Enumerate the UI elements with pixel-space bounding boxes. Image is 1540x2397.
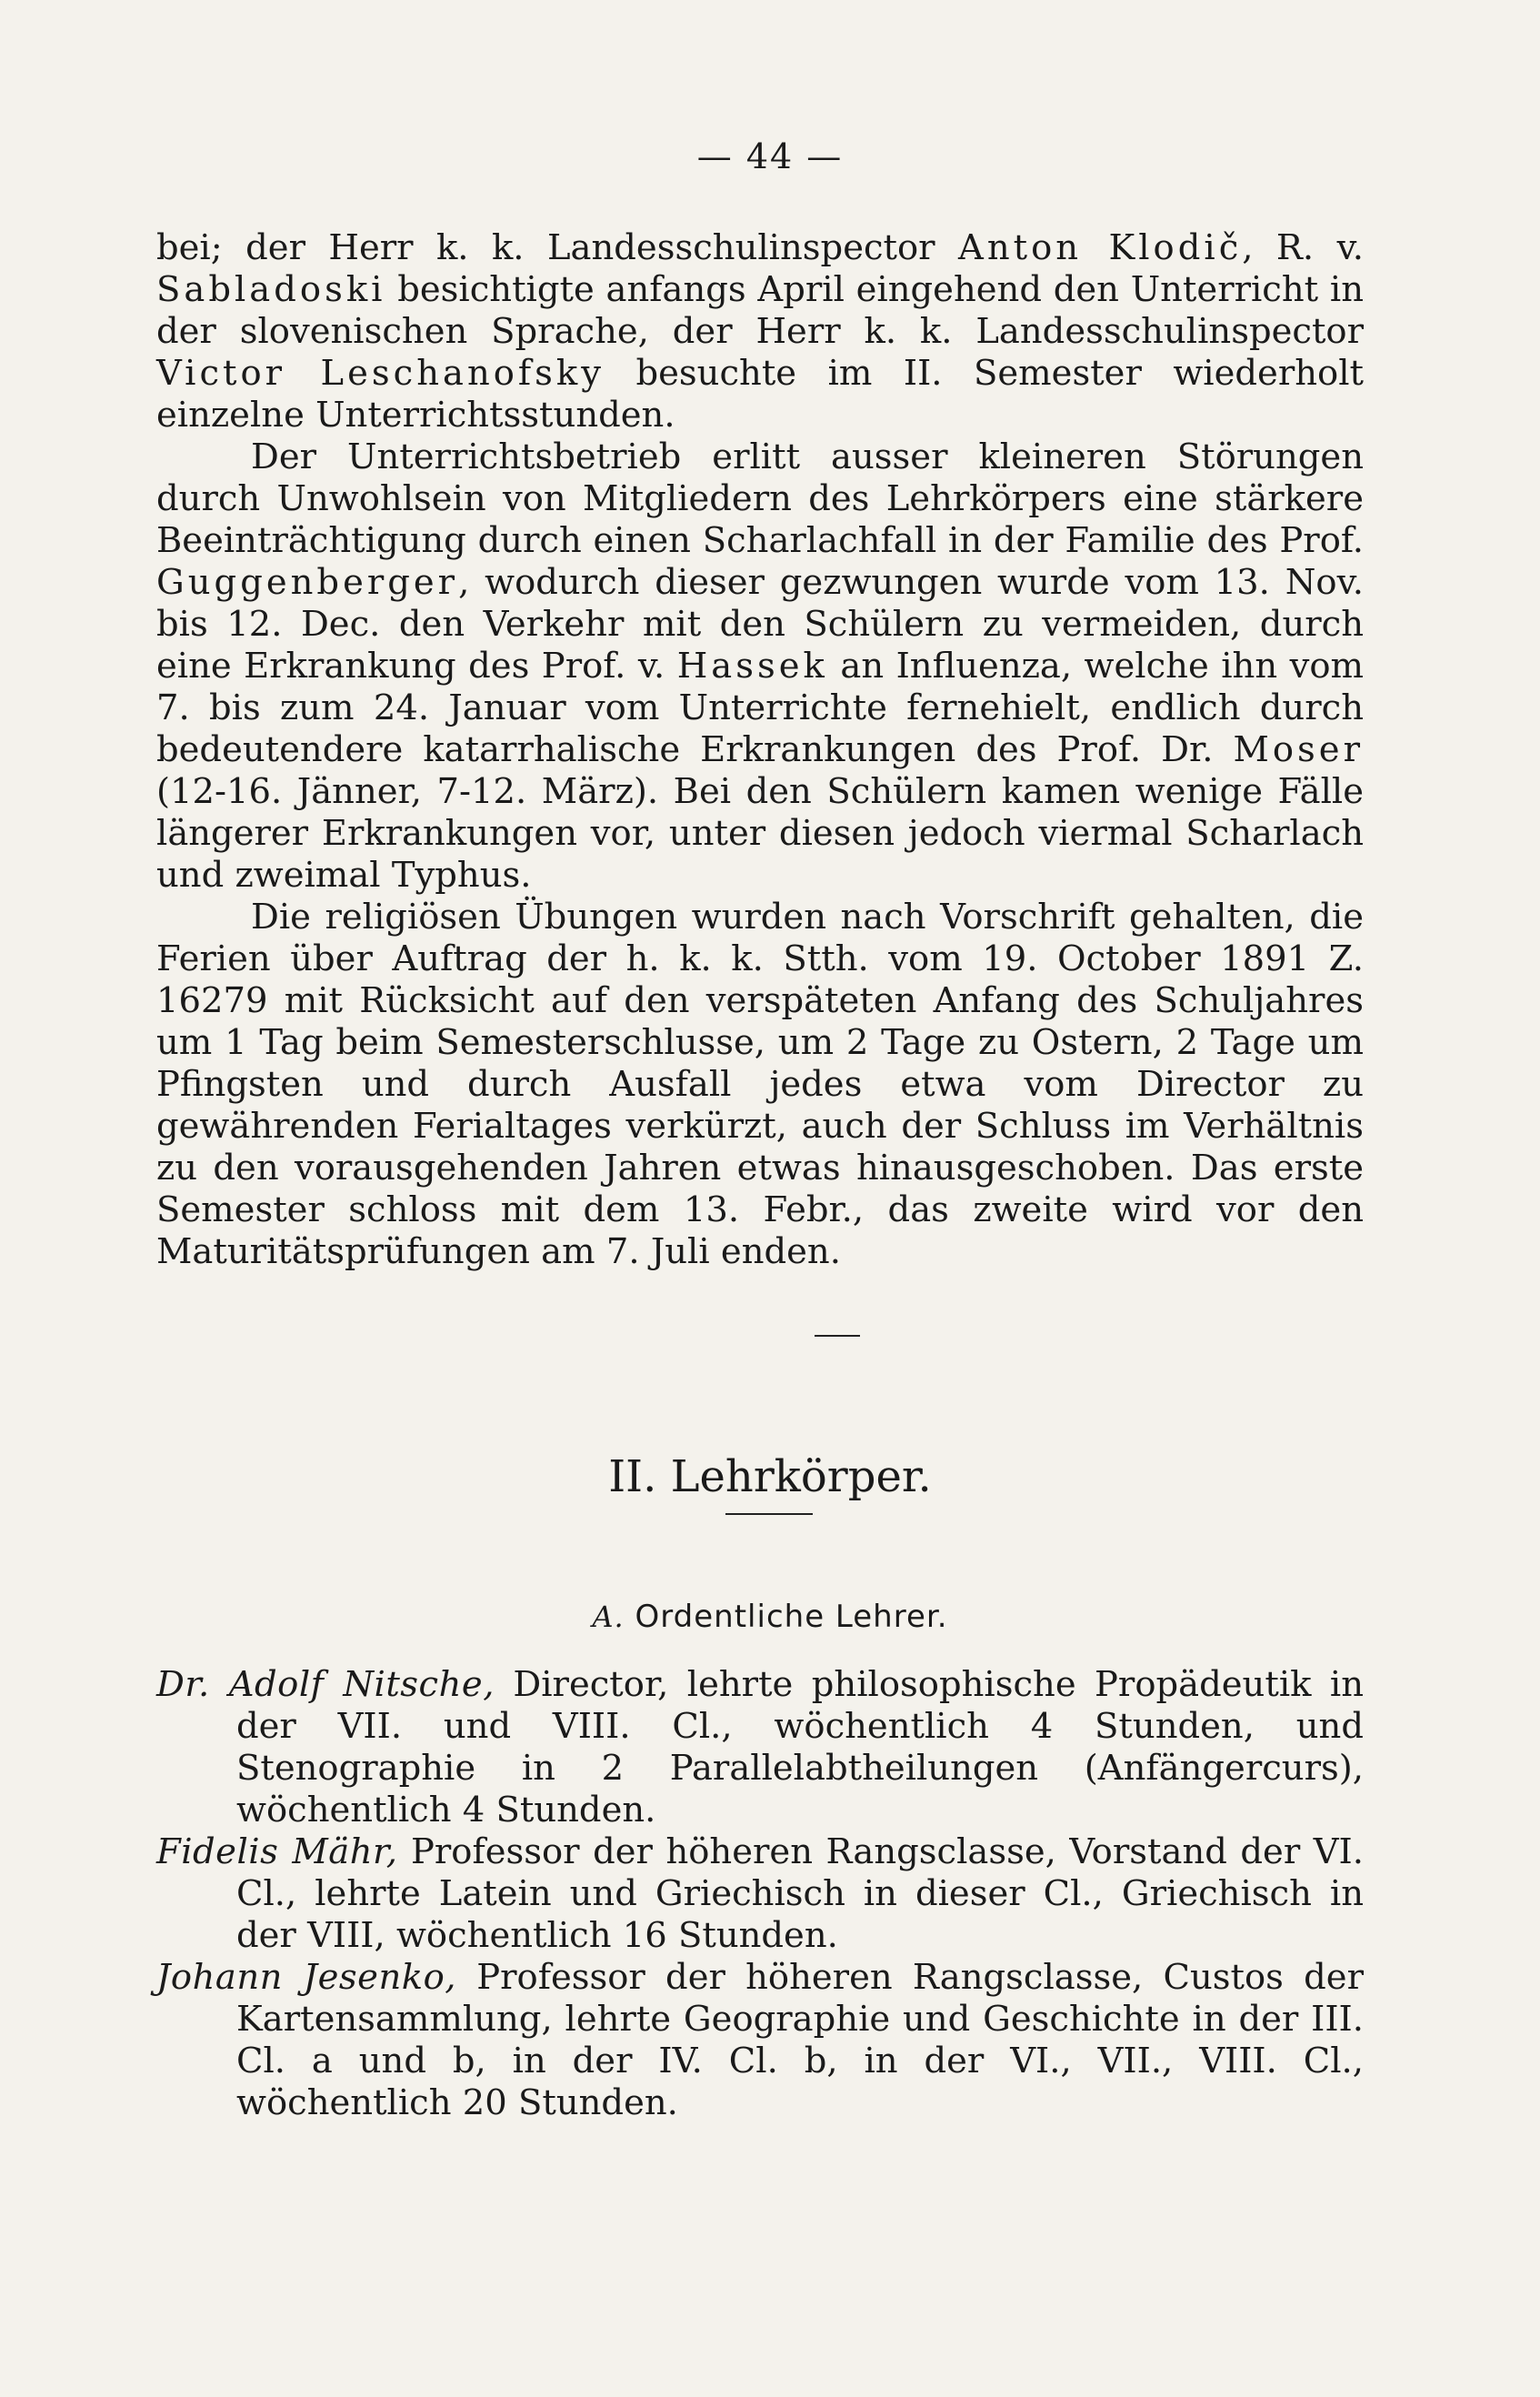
subheading-title: Ordentliche Lehrer. [635, 1599, 948, 1635]
teacher-entry [156, 1957, 1364, 2124]
teacher-list [156, 1664, 1364, 2124]
person-name: Hassek [676, 646, 828, 687]
teacher-entry [156, 1664, 1364, 1831]
person-name: Anton Klodič [958, 227, 1243, 268]
paragraph-religious-exercises: Die religiösen Übungen wurden nach Vorschrift gehalten, die Ferien über Auftrag der h. k. k. Stth. vom 19. October 1891 Z. 16279 mit Rücksicht auf den verspäteten Anfang des Schuljahres um 1 Tag beim Semesterschlusse, um 2 Tage zu Ostern, 2 Tage um Pfingsten und durch Ausfall jedes etwa vom Director zu gewährenden Ferialtages verkürzt, auch der Schluss im Verhältnis zu den vorausgehenden Jahren etwas hinausgeschoben. Das erste Semester schloss mit dem 13. Febr., das zweite wird vor den Maturitätsprüfungen am 7. Juli enden. [156, 897, 1364, 1272]
page-number: — 44 — [696, 136, 844, 176]
teacher-entry [156, 1831, 1364, 1957]
person-name: Sabladoski [156, 269, 386, 310]
body-text [156, 227, 1364, 1273]
heading-rule [725, 1513, 813, 1515]
teacher-name: Johann Jesenko, [156, 1957, 456, 1998]
teacher-description: Professor der höheren Rangsclasse, Vorstand der VI. Cl., lehrte Latein und Griechisch in dieser Cl., Griechisch in der VIII, wöchentlich 16 Stunden. [236, 1831, 1365, 1956]
paragraph-disruptions: Der Unterrichtsbetrieb erlitt ausser kleineren Störungen durch Unwohlsein von Mitgliedern des Lehrkörpers eine stärkere Beeinträchtigung durch einen Scharlachfall in der Familie des Prof. Guggenberger, wodurch dieser gezwungen wurde vom 13. Nov. bis 12. Dec. den Verkehr mit den Schülern zu vermeiden, durch eine Erkrankung des Prof. v. Hassek an Influenza, welche ihn vom 7. bis zum 24. Januar vom Unterrichte fernehielt, endlich durch bedeutendere katarrhalische Erkrankungen des Prof. Dr. Moser (12-16. Jänner, 7-12. März). Bei den Schülern kamen wenige Fälle längerer Erkrankungen vor, unter diesen jedoch viermal Scharlach und zweimal Typhus. [156, 436, 1365, 896]
person-name: Moser [1233, 729, 1364, 770]
person-name: Victor Leschanofsky [156, 353, 605, 394]
subheading [0, 1599, 1540, 1635]
teacher-name: Fidelis Mähr, [156, 1831, 398, 1872]
person-name: Guggenberger [156, 562, 459, 603]
section-heading: II. Lehrkörper. [608, 1451, 932, 1502]
subheading-letter: A. [592, 1600, 625, 1634]
paragraph-inspections: bei; der Herr k. k. Landesschulinspector Anton Klodič, R. v. Sabladoski besichtigte anfangs April eingehend den Unterricht in der slovenischen Sprache, der Herr k. k. Landesschulinspector Victor Leschanofsky besuchte im II. Semester wiederholt einzelne Unterrichtsstunden. [156, 227, 1364, 436]
section-divider [815, 1335, 860, 1337]
teacher-description: Director, lehrte philosophische Propädeutik in der VII. und VIII. Cl., wöchentlich 4 Stunden, und Stenographie in 2 Parallelabtheilungen (Anfängercurs), wöchentlich 4 Stunden. [236, 1664, 1364, 1830]
teacher-description: Professor der höheren Rangsclasse, Custos der Kartensammlung, lehrte Geographie und Geschichte in der III. Cl. a und b, in der IV. Cl. b, in der VI., VII., VIII. Cl., wöchentlich 20 Stunden. [236, 1957, 1364, 2123]
teacher-name: Dr. Adolf Nitsche, [156, 1664, 495, 1705]
